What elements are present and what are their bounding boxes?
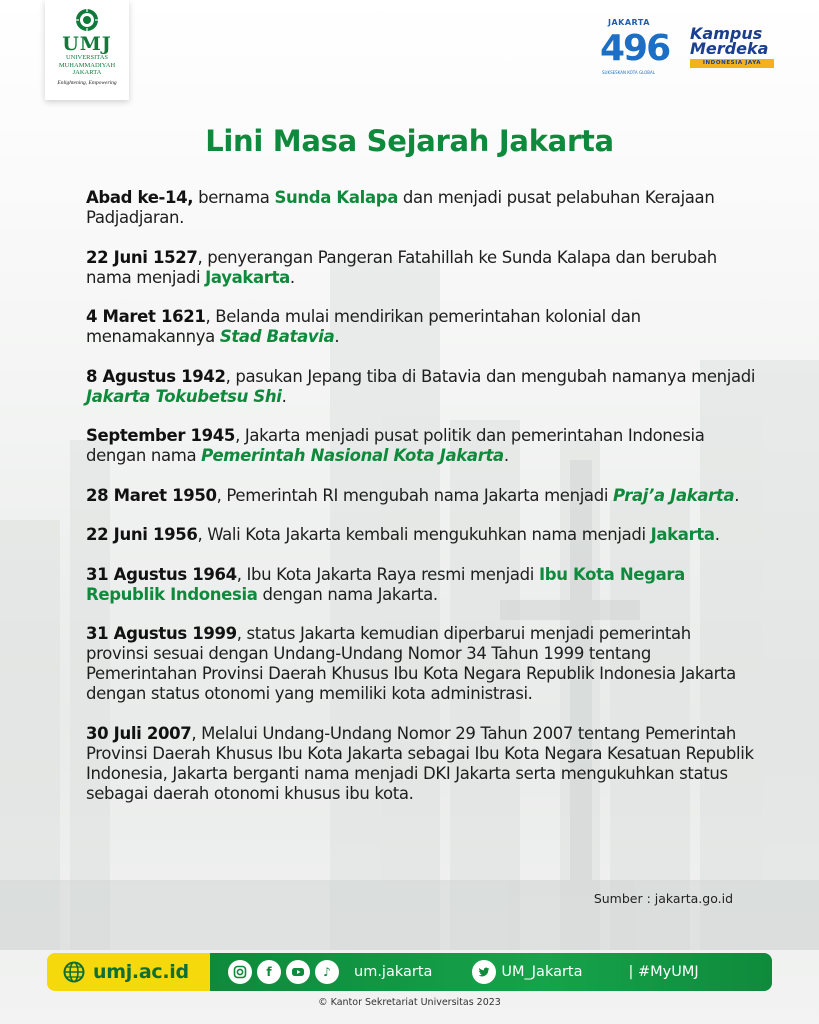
timeline-entry [86,486,756,506]
timeline-entry [86,565,756,605]
timeline-highlight: Jayakarta [205,267,290,287]
timeline-date: September 1945 [86,426,236,445]
logo-university-line-1: UNIVERSITAS [65,54,109,61]
timeline-date: 8 Agustus 1942 [86,366,226,386]
timeline-date: 22 Juni 1956 [86,525,198,544]
timeline-entry [86,525,756,545]
timeline-highlight: Sunda Kalapa [274,188,398,207]
timeline-highlight: Pemerintah Nasional Kota Jakarta [201,446,504,465]
page-title: Lini Masa Sejarah Jakarta [205,124,614,158]
website-label: umj.ac.id [93,961,189,983]
umj-logo [45,0,129,100]
timeline-text: , Belanda mulai mendirikan pemerintahan kolonial dan menamakannya [86,307,641,346]
facebook-icon[interactable]: f [257,960,281,984]
timeline [86,188,756,823]
youtube-icon[interactable] [286,960,310,984]
timeline-date: 30 Juli 2007 [86,723,192,743]
timeline-entry [86,248,756,288]
timeline-text: . [334,327,340,346]
timeline-text: , Melalui Undang-Undang Nomor 29 Tahun 2007 tentang Pemerintah Provinsi Daerah Khusus Ibu Kota Jakarta sebagai Ibu Kota Negara Kesatuan Republik Indonesia, Jakarta berganti nama menjadi DKI Jakarta serta mengukuhkan status sebagai daerah otonomi khusus ibu kota. [86,723,754,803]
kampus-merdeka-bar: INDONESIA JAYA [690,59,774,68]
kampus-merdeka-line-2: Merdeka [690,39,769,58]
jakarta-496-logo [596,18,670,78]
timeline-text: , pasukan Jepang tiba di Batavia dan mengubah namanya menjadi [225,366,756,386]
timeline-text: bernama [193,188,275,207]
copyright: © Kantor Sekretariat Universitas 2023 [318,997,501,1008]
timeline-date: Abad ke-14, [86,188,194,207]
timeline-highlight: Stad Batavia [219,327,335,346]
hashtag[interactable]: | #MyUMJ [628,964,699,980]
kampus-merdeka-logo [688,26,780,76]
tiktok-icon[interactable]: ♪ [315,960,339,984]
timeline-entry [86,624,756,704]
timeline-entry [86,307,756,347]
footer-bar [47,953,772,991]
timeline-date: 28 Maret 1950 [86,485,217,505]
logo-university-line-3: JAKARTA [72,69,102,76]
jakarta-logo-label: JAKARTA [608,18,650,27]
umj-emblem-icon [75,8,99,32]
kampus-merdeka-line-1: Kampus [690,24,763,43]
jakarta-logo-number: 496 [600,28,670,69]
source-note: Sumber : jakarta.go.id [593,891,733,906]
instagram-icon[interactable] [228,960,252,984]
jakarta-logo-subtitle: SUKSESKAN KOTA GLOBAL [602,70,655,75]
logo-abbr: UMJ [62,33,112,55]
timeline-text: . [281,386,287,406]
timeline-date: 31 Agustus 1999 [86,624,237,643]
timeline-text: , penyerangan Pangeran Fatahillah ke Sunda Kalapa dan berubah nama menjadi [86,247,717,287]
timeline-text: . [714,525,720,544]
timeline-date: 31 Agustus 1964 [86,564,237,584]
footer-website[interactable] [47,953,210,991]
timeline-text: , status Jakarta kemudian diperbarui menjadi pemerintah provinsi sesuai dengan Undang-Undang Nomor 34 Tahun 1999 tentang Pemerintahan Provinsi Daerah Khusus Ibu Kota Negara Republik Indonesia Jakarta dengan status otonomi yang memiliki kota administrasi. [86,624,736,703]
timeline-entry [86,367,756,407]
timeline-date: 22 Juni 1527 [86,247,198,267]
globe-icon [63,961,85,983]
timeline-highlight: Ibu Kota Negara Republik Indonesia [86,564,685,604]
timeline-entry [86,426,756,466]
twitter-handle[interactable]: UM_Jakarta [501,964,583,980]
timeline-highlight: Praj’a Jakarta [612,485,735,505]
timeline-text: , Jakarta menjadi pusat politik dan pemerintahan Indonesia dengan nama [86,426,705,465]
timeline-text: . [734,485,740,505]
timeline-text: dan menjadi pusat pelabuhan Kerajaan Padjadjaran. [86,188,715,227]
timeline-text: dengan nama Jakarta. [257,584,438,604]
twitter-icon[interactable] [472,960,496,984]
timeline-entry [86,724,756,804]
timeline-text: . [289,267,295,287]
timeline-highlight: Jakarta [650,525,715,544]
timeline-text: , Wali Kota Jakarta kembali mengukuhkan nama menjadi [197,525,651,544]
logo-university-line-2: MUHAMMADIYAH [58,61,116,69]
timeline-entry [86,188,756,228]
timeline-text: , Ibu Kota Jakarta Raya resmi menjadi [236,564,539,584]
timeline-text: , Pemerintah RI mengubah nama Jakarta menjadi [216,485,613,505]
footer-socials [210,953,772,991]
instagram-handle[interactable]: um.jakarta [354,964,433,980]
timeline-date: 4 Maret 1621 [86,307,206,326]
timeline-text: . [503,446,509,465]
logo-tagline: Enlightening, Empowering [57,79,117,86]
timeline-highlight: Jakarta Tokubetsu Shi [86,386,282,406]
